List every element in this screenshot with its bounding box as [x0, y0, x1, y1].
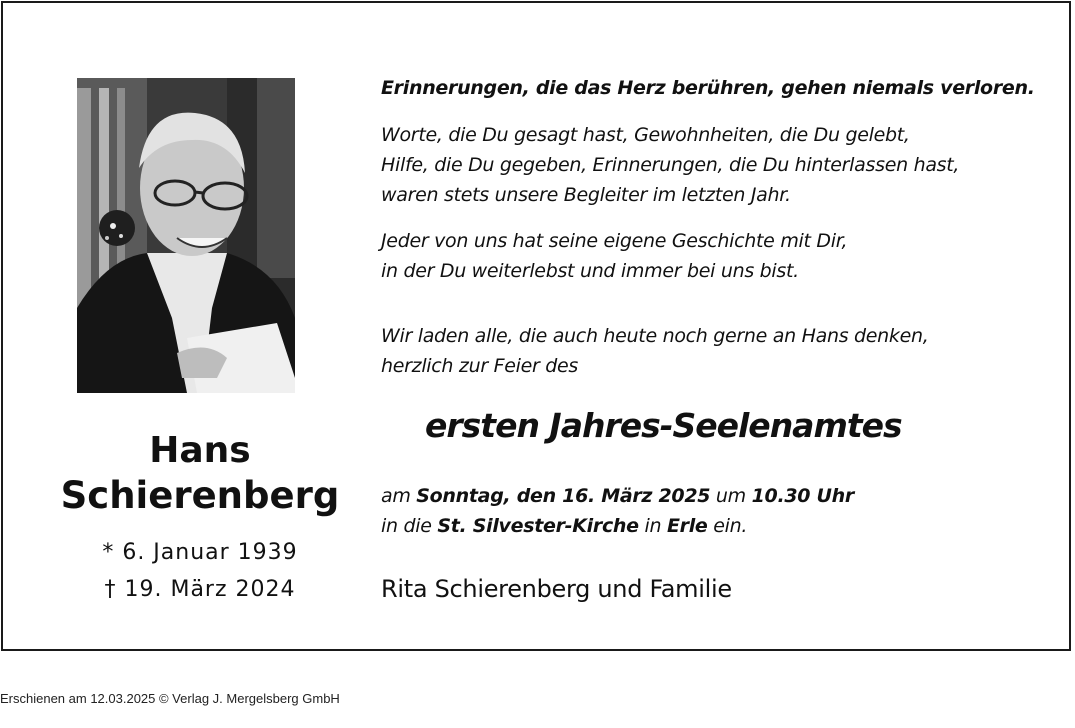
event-mid: um [710, 485, 752, 507]
death-date: † 19. März 2024 [104, 577, 296, 602]
para1-line: Hilfe, die Du gegeben, Erinnerungen, die Du hinterlassen hast, [381, 154, 960, 176]
event-headline: ersten Jahres-Seelenamtes [425, 406, 902, 445]
event-mid2: in [638, 515, 667, 537]
quote-line: Erinnerungen, die das Herz berühren, gehen niemals verloren. [381, 77, 1035, 99]
para3-line: Wir laden alle, die auch heute noch gerne an Hans denken, [381, 325, 929, 347]
publication-footer: Erschienen am 12.03.2025 © Verlag J. Mergelsberg GmbH [0, 691, 340, 706]
deceased-last-name: Schierenberg [60, 474, 340, 517]
para2-line: in der Du weiterlebst und immer bei uns bist. [381, 260, 799, 282]
event-time: 10.30 Uhr [751, 485, 854, 507]
event-date-line [381, 485, 854, 507]
event-day: Sonntag, den 16. März 2025 [416, 485, 711, 507]
event-prefix2: in die [381, 515, 438, 537]
event-church: St. Silvester-Kirche [437, 515, 639, 537]
event-location-line [381, 515, 747, 537]
event-place: Erle [666, 515, 708, 537]
event-prefix: am [381, 485, 417, 507]
para1-line: waren stets unsere Begleiter im letzten Jahr. [381, 184, 791, 206]
para3-line: herzlich zur Feier des [381, 355, 578, 377]
para2-line: Jeder von uns hat seine eigene Geschichte mit Dir, [381, 230, 848, 252]
signature: Rita Schierenberg und Familie [381, 575, 732, 603]
portrait-photo [77, 78, 295, 393]
birth-date: * 6. Januar 1939 [102, 540, 298, 565]
deceased-first-name: Hans [149, 430, 251, 471]
event-suffix: ein. [707, 515, 748, 537]
para1-line: Worte, die Du gesagt hast, Gewohnheiten, die Du gelebt, [381, 124, 910, 146]
portrait-image [77, 78, 295, 393]
